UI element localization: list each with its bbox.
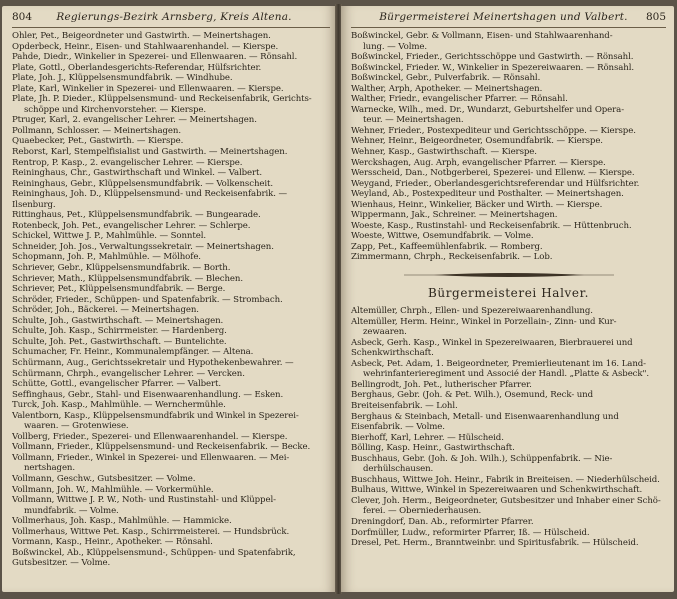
directory-entry: Wehner, Heinr., Beigeordneter, Osemundfabrik. — Kierspe. bbox=[351, 136, 603, 147]
directory-entry: Schürmann, Chrph., evangelischer Lehrer. — Vercken. bbox=[12, 368, 245, 379]
directory-entry: Woeste, Kasp., Rustinstahl- und Reckeisenfabrik. — Hüttenbruch. bbox=[351, 220, 632, 231]
directory-entry: Boßwinckel, Ab., Klüppelsensmund-, Schüppen- und Spatenfabrik, bbox=[12, 547, 296, 558]
directory-entry: teur. — Meinertshagen. bbox=[363, 115, 464, 126]
directory-entry: Wehner, Frieder., Postexpediteur und Gerichtsschöppe. — Kierspe. bbox=[351, 125, 636, 136]
directory-entry: Walther, Arph, Apotheker. — Meinertshagen. bbox=[351, 83, 543, 94]
directory-entry: Vollmann, Frieder., Winkel in Spezerei- und Ellenwaaren. — Mei- bbox=[12, 452, 290, 463]
directory-entry: Schürmann, Aug., Gerichtssekretair und Hypothekenbewahrer. — bbox=[12, 357, 294, 368]
directory-entry: Wippermann, Jak., Schreiner. — Meinertshagen. bbox=[351, 210, 558, 221]
directory-entry: Schröder, Joh., Bäckerei. — Meinertshagen. bbox=[12, 305, 199, 316]
directory-entry: schöppe und Kirchenvorsteher. — Kierspe. bbox=[24, 104, 207, 115]
directory-entry: Woeste, Wittwe, Osemundfabrik. — Volme. bbox=[351, 231, 534, 242]
directory-entry: Vollmerhaus, Joh. Kasp., Mahlmühle. — Hammicke. bbox=[12, 516, 232, 527]
directory-entry: Berghaus & Steinbach, Metall- und Eisenwaarenhandlung und bbox=[351, 411, 619, 422]
directory-entry: Asbeck, Pet. Adam, 1. Beigeordneter, Premierlieutenant im 16. Land- bbox=[351, 358, 646, 369]
directory-entry: Quaebecker, Pet., Gastwirth. — Kierspe. bbox=[12, 136, 184, 147]
right-directory-entries-top bbox=[351, 31, 666, 263]
directory-entry: ferei. — Oberniederhausen. bbox=[363, 506, 482, 517]
directory-entry: Breiteisenfabrik. — Lohl. bbox=[351, 400, 458, 411]
right-directory-entries-bottom bbox=[351, 306, 666, 549]
directory-entry: Vollmann, Frieder., Klüppelsensmund- und Reckeisenfabrik. — Becke. bbox=[12, 442, 311, 453]
directory-entry: Bölling, Kasp. Heinr., Gastwirthschaft. bbox=[351, 443, 515, 454]
directory-entry: Plate, Karl, Winkelier in Spezerei- und Ellenwaaren. — Kierspe. bbox=[12, 83, 284, 94]
directory-entry: Ohler, Pet., Beigeordneter und Gastwirth. — Meinertshagen. bbox=[12, 31, 271, 41]
directory-entry: Asbeck, Gerh. Kasp., Winkel in Spezereiwaaren, Bierbrauerei und bbox=[351, 337, 633, 348]
directory-entry: Ptruger, Karl, 2. evangelischer Lehrer. — Meinertshagen. bbox=[12, 115, 257, 126]
directory-entry: Vollmann, Geschw., Gutsbesitzer. — Volme. bbox=[12, 473, 196, 484]
directory-entry: Boßwinckel, Frieder., Gerichtsschöppe und Gastwirth. — Rönsahl. bbox=[351, 52, 634, 63]
directory-entry: Weygand, Frieder., Oberlandesgerichtsreferendar und Hülfsrichter. bbox=[351, 178, 640, 189]
directory-entry: Clever, Joh. Herm., Beigeordneter, Gutsbesitzer und Inhaber einer Schö- bbox=[351, 495, 661, 506]
directory-entry: wehrinfanterieregiment und Associé der Handl. „Platte & Asbeck". bbox=[363, 369, 649, 380]
directory-entry: Vormann, Kasp., Heinr., Apotheker. — Rönsahl. bbox=[12, 537, 213, 548]
directory-entry: Seffinghaus, Gebr., Stahl- und Eisenwaarenhandlung. — Esken. bbox=[12, 389, 284, 400]
directory-entry: Gutsbesitzer. — Volme. bbox=[12, 558, 111, 569]
running-head: Regierungs-Bezirk Arnsberg, Kreis Altena. bbox=[56, 11, 292, 23]
directory-entry: Vollberg, Frieder., Spezerei- und Ellenwaarenhandel. — Kierspe. bbox=[12, 431, 288, 442]
directory-entry: zewaaren. bbox=[363, 327, 407, 338]
directory-entry: Bierhoff, Karl, Lehrer. — Hülscheid. bbox=[351, 432, 504, 443]
directory-entry: Reininghaus, Chr., Gastwirthschaft und Winkel. — Valbert. bbox=[12, 168, 263, 179]
directory-entry: mundfabrik. — Volme. bbox=[24, 505, 119, 516]
directory-entry: Buschhaus, Wittwe Joh. Heinr., Fabrik in Breiteisen. — Niederhülscheid. bbox=[351, 474, 660, 485]
directory-entry: Weyland, Ab., Postexpediteur und Posthalter. — Meinertshagen. bbox=[351, 189, 624, 200]
directory-entry: Zapp, Pet., Kaffeemühlenfabrik. — Romberg. bbox=[351, 241, 543, 252]
directory-entry: Vollmerhaus, Wittwe Pet. Kasp., Schirrmeisterei. — Hundsbrück. bbox=[12, 526, 290, 537]
directory-entry: Boßwinckel, Gebr., Pulverfabrik. — Rönsahl. bbox=[351, 73, 541, 84]
directory-entry: Altemüller, Chrph., Ellen- und Spezereiwaarenhandlung. bbox=[351, 306, 593, 317]
directory-entry: Schriever, Gebr., Klüppelsensmundfabrik. — Borth. bbox=[12, 263, 231, 274]
directory-entry: Dresel, Pet. Herm., Branntweinbr. und Spiritusfabrik. — Hülscheid. bbox=[351, 538, 639, 549]
directory-entry: Pahde, Diedr., Winkelier in Spezerei- und Ellenwaaren. — Rönsahl. bbox=[12, 52, 298, 63]
directory-entry: Schopmann, Joh. P., Mahlmühle. — Mölhofe. bbox=[12, 252, 201, 263]
right-page-header bbox=[351, 11, 666, 28]
ornamental-rule bbox=[404, 272, 614, 278]
directory-entry: Vollmann, Wittwe J. P. W., Noth- und Rustinstahl- und Klüppel- bbox=[12, 495, 276, 506]
directory-entry: Schriever, Math., Klüppelsensmundfabrik. — Blechen. bbox=[12, 273, 243, 284]
directory-entry: Dorfmüller, Ludw., reformirter Pfarrer, Iß. — Hülscheid. bbox=[351, 527, 590, 538]
directory-entry: Schriever, Pet., Klüppelsensmundfabrik. — Berge. bbox=[12, 284, 226, 295]
directory-entry: Schulte, Joh. Kasp., Schirrmeister. — Hardenberg. bbox=[12, 326, 227, 337]
directory-entry: Rotenbeck, Joh. Pet., evangelischer Lehrer. — Schlerpe. bbox=[12, 220, 251, 231]
directory-entry: Schickel, Wittwe J. P., Mahlmühle. — Sonntel. bbox=[12, 231, 206, 242]
directory-entry: Schenkwirthschaft. bbox=[351, 348, 434, 359]
page-number: 804 bbox=[12, 11, 33, 23]
directory-entry: Buschhaus, Gebr. (Joh. & Joh. Wilh.), Schüppenfabrik. — Nie- bbox=[351, 453, 613, 464]
directory-entry: Reborst, Karl, Stempelfisialist und Gastwirth. — Meinertshagen. bbox=[12, 147, 288, 158]
directory-entry: Werckshagen, Aug. Arph, evangelischer Pfarrer. — Kierspe. bbox=[351, 157, 606, 168]
directory-entry: Plate, Jh. P. Dieder., Klüppelsensmund- und Reckeisenfabrik, Gerichts- bbox=[12, 94, 312, 105]
directory-entry: Warnecke, Wilh., med. Dr., Wundarzt, Geburtshelfer und Opera- bbox=[351, 104, 624, 115]
page-number: 805 bbox=[645, 11, 666, 23]
left-page-header bbox=[12, 11, 330, 28]
left-page bbox=[2, 6, 336, 592]
directory-entry: Schröder, Frieder., Schüppen- und Spatenfabrik. — Strombach. bbox=[12, 294, 283, 305]
directory-entry: Wienhaus, Heinr., Winkelier, Bäcker und Wirth. — Kierspe. bbox=[351, 199, 603, 210]
left-directory-entries bbox=[12, 31, 330, 569]
directory-entry: Wersscheid, Dan., Notbgerberei, Spezerei- und Ellenw. — Kierspe. bbox=[351, 168, 635, 179]
directory-entry: Schulte, Joh. Pet., Gastwirthschaft. — Buntelichte. bbox=[12, 336, 227, 347]
directory-entry: Rittinghaus, Pet., Klüppelsensmundfabrik. — Bungearade. bbox=[12, 210, 261, 221]
directory-entry: lung. — Volme. bbox=[363, 41, 428, 52]
directory-entry: Schulte, Joh., Gastwirthschaft. — Meinertshagen. bbox=[12, 315, 224, 326]
directory-entry: Zimmermann, Chrph., Reckeisenfabrik. — Lob. bbox=[351, 252, 553, 263]
directory-entry: Pollmann, Schlosser. — Meinertshagen. bbox=[12, 125, 181, 136]
directory-entry: Ilsenburg. bbox=[12, 199, 56, 210]
directory-entry: Boßwinckel, Gebr. & Vollmann, Eisen- und Stahlwaarenhand- bbox=[351, 31, 613, 41]
directory-entry: Opderbeck, Heinr., Eisen- und Stahlwaarenhandel. — Kierspe. bbox=[12, 41, 279, 52]
running-head: Bürgermeisterei Meinertshagen und Valbert. bbox=[379, 11, 628, 23]
section-title: Bürgermeisterei Halver. bbox=[427, 286, 590, 301]
right-page bbox=[341, 6, 674, 592]
directory-entry: Schneider, Joh. Jos., Verwaltungssekretair. — Meinertshagen. bbox=[12, 241, 274, 252]
directory-entry: derhülschausen. bbox=[363, 464, 434, 475]
directory-entry: Eisenfabrik. — Volme. bbox=[351, 422, 445, 433]
directory-entry: Reininghaus, Gebr., Klüppelsensmundfabrik. — Volkenscheit. bbox=[12, 178, 274, 189]
directory-entry: Bellingrodt, Joh. Pet., lutherischer Pfarrer. bbox=[351, 379, 532, 390]
directory-entry: Plate, Gottl., Oberlandesgerichts-Referendar, Hülfsrichter. bbox=[12, 62, 262, 73]
directory-entry: Turck, Joh. Kasp., Mahlmühle. — Wernchermühle. bbox=[12, 400, 226, 411]
directory-entry: Wehner, Kasp., Gastwirthschaft. — Kierspe. bbox=[351, 147, 537, 158]
directory-entry: Schumacher, Fr. Heinr., Kommunalempfänger. — Altena. bbox=[12, 347, 254, 358]
directory-entry: Reininghaus, Joh. D., Klüppelsensmund- und Reckeisenfabrik. — bbox=[12, 189, 287, 200]
directory-entry: Dreningdorf, Dan. Ab., reformirter Pfarrer. bbox=[351, 516, 534, 527]
directory-entry: Valentborn, Kasp., Klüppelsensmundfabrik und Winkel in Spezerei- bbox=[12, 410, 299, 421]
directory-entry: Schütte, Gottl., evangelischer Pfarrer. — Valbert. bbox=[12, 379, 221, 390]
directory-entry: Vollmann, Joh. W., Mahlmühle. — Vorkermühle. bbox=[12, 484, 214, 495]
directory-entry: Boßwinckel, Frieder. W., Winkelier in Spezereiwaaren. — Rönsahl. bbox=[351, 62, 635, 73]
directory-entry: Berghaus, Gebr. (Joh. & Pet. Wilh.), Osemund, Reck- und bbox=[351, 390, 594, 401]
directory-entry: nertshagen. bbox=[24, 463, 76, 474]
directory-entry: Plate, Joh. J., Klüppelsensmundfabrik. — Windhube. bbox=[12, 73, 233, 84]
directory-entry: waaren. — Grotenwiese. bbox=[24, 421, 129, 432]
directory-entry: Walther, Friedr., evangelischer Pfarrer. — Rönsahl. bbox=[351, 94, 568, 105]
directory-entry: Bulhaus, Wittwe, Winkel in Spezereiwaaren und Schenkwirthschaft. bbox=[351, 485, 643, 496]
directory-entry: Altemüller, Herm. Heinr., Winkel in Porzellain-, Zinn- und Kur- bbox=[351, 316, 617, 327]
directory-entry: Rentrop, P. Kasp., 2. evangelischer Lehrer. — Kierspe. bbox=[12, 157, 243, 168]
